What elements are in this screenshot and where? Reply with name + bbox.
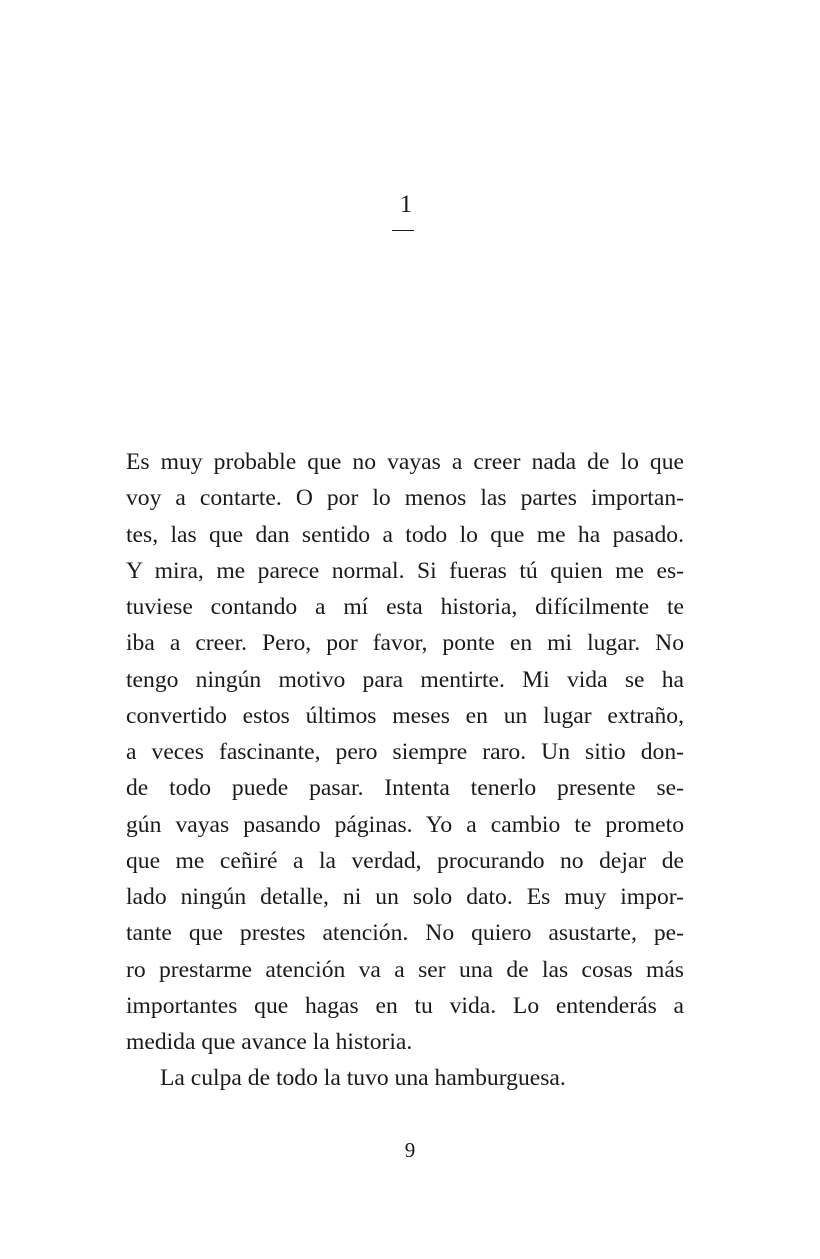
text-line: a veces fascinante, pero siempre raro. Un sitio don-	[126, 739, 684, 765]
text-line: lado ningún detalle, ni un solo dato. Es muy impor-	[126, 884, 684, 910]
text-line: ro prestarme atención va a ser una de las cosas más	[126, 956, 684, 983]
text-line: La culpa de todo la tuvo una hamburguesa.	[160, 1065, 566, 1092]
text-line: Y mira, me parece normal. Si fueras tú quien me es-	[126, 557, 684, 584]
text-line: convertido estos últimos meses en un lugar extraño,	[126, 702, 684, 729]
text-line: tante que prestes atención. No quiero asustarte, pe-	[126, 920, 684, 947]
text-line: iba a creer. Pero, por favor, ponte en mi lugar. No	[126, 630, 684, 657]
paragraph	[126, 1060, 684, 1096]
text-line: importantes que hagas en tu vida. Lo entenderás a	[126, 992, 684, 1019]
text-line: tes, las que dan sentido a todo lo que me ha pasado.	[126, 521, 684, 548]
chapter-body-text	[126, 444, 684, 1097]
chapter-number: 1	[399, 191, 413, 218]
text-line: tengo ningún motivo para mentirte. Mi vida se ha	[126, 666, 684, 693]
text-line: voy a contarte. O por lo menos las partes importan-	[126, 485, 684, 512]
text-line: de todo puede pasar. Intenta tenerlo presente se-	[126, 775, 684, 802]
text-line: gún vayas pasando páginas. Yo a cambio te prometo	[126, 811, 684, 838]
text-line: medida que avance la historia.	[126, 1029, 413, 1055]
paragraph	[126, 444, 684, 1060]
text-line: Es muy probable que no vayas a creer nada de lo que	[126, 449, 684, 475]
text-line: que me ceñiré a la verdad, procurando no dejar de	[126, 847, 684, 874]
page-number: 9	[404, 1138, 416, 1162]
text-line: tuviese contando a mí esta historia, difícilmente te	[126, 594, 684, 620]
chapter-divider-rule	[392, 230, 414, 231]
